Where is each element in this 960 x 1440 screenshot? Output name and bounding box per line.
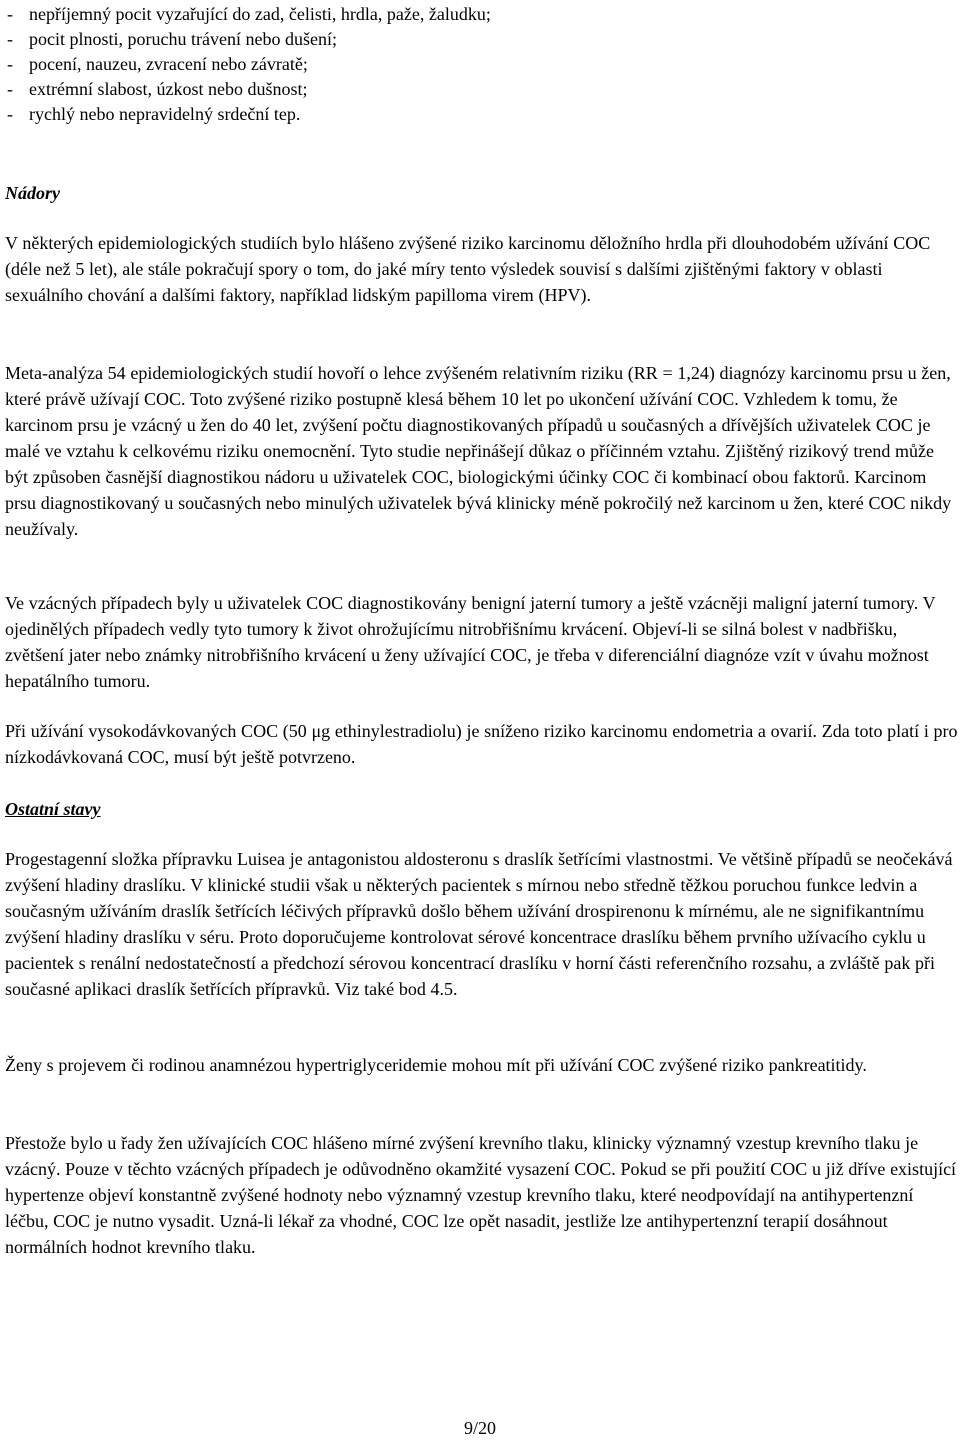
list-item: - rychlý nebo nepravidelný srdeční tep. (7, 104, 301, 124)
list-item-text: rychlý nebo nepravidelný srdeční tep. (29, 104, 301, 124)
list-item: - nepříjemný pocit vyzařující do zad, čelisti, hrdla, paže, žaludku; (7, 4, 491, 24)
section-heading-other: Ostatní stavy (5, 799, 101, 819)
page-number: 9/20 (463, 1418, 496, 1438)
list-item: - pocení, nauzeu, zvracení nebo závratě; (7, 54, 308, 74)
paragraph-cervical-cancer: V některých epidemiologických studiích bylo hlášeno zvýšené riziko karcinomu děložního hrdla při dlouhodobém užívání COC (déle než 5 let), ale stále pokračují spory o tom, do jaké míry tento výsledek souvisí s dalšími zjištěnými faktory v oblasti sexuálního chování a dalšími faktory, například lidským papilloma virem (HPV). (5, 233, 931, 305)
paragraph-blood-pressure: Přestože bylo u řady žen užívajících COC hlášeno mírné zvýšení krevního tlaku, klinicky významný vzestup krevního tlaku je vzácný. Pouze v těchto vzácných případech je odůvodněno okamžité vysazení COC. Pokud se při použití COC u již dříve existující hypertenze objeví konstantně zvýšené hodnoty nebo významný vzestup krevního tlaku, které neodpovídají na antihypertenzní léčbu, COC je nutno vysadit. Uzná-li lékař za vhodné, COC lze opět nasadit, jestliže lze antihypertenzní terapií dosáhnout normálních hodnot krevního tlaku. (5, 1133, 957, 1257)
paragraph-breast-cancer: Meta-analýza 54 epidemiologických studií hovoří o lehce zvýšeném relativním riziku (RR = 1,24) diagnózy karcinomu prsu u žen, které právě užívají COC. Toto zvýšené riziko postupně klesá během 10 let po ukončení užívání COC. Vzhledem k tomu, že karcinom prsu je vzácný u žen do 40 let, zvýšení počtu diagnostikovaných případů u současných a dřívějších uživatelek COC je malé ve vztahu k celkovému riziku onemocnění. Tyto studie nepřinášejí důkaz o příčinném vztahu. Zjištěný rizikový trend může být způsoben časnější diagnostikou nádoru u uživatelek COC, biologickými účinky COC či kombinací obou faktorů. Karcinom prsu diagnostikovaný u současných nebo minulých uživatelek bývá klinicky méně pokročilý než karcinom u žen, které COC nikdy neužívaly. (5, 363, 952, 539)
list-item-text: pocit plnosti, poruchu trávení nebo dušení; (29, 29, 337, 49)
list-item: - extrémní slabost, úzkost nebo dušnost; (7, 79, 308, 99)
list-item: - pocit plnosti, poruchu trávení nebo dušení; (7, 29, 337, 49)
symptom-bullet-list (5, 2, 491, 127)
paragraph-potassium: Progestagenní složka přípravku Luisea je antagonistou aldosteronu s draslík šetřícími vlastnostmi. Ve většině případů se neočekává zvýšení hladiny draslíku. V klinické studii však u některých pacientek s mírnou nebo středně těžkou poruchou funkce ledvin a současným užíváním draslík šetřících léčivých přípravků došlo během užívání drospirenonu k mírnému, ale ne signifikantnímu zvýšení hladiny draslíku v séru. Proto doporučujeme kontrolovat sérové koncentrace draslíku během prvního užívacího cyklu u pacientek s renální nedostatečností a předchozí sérovou koncentrací draslíku v horní části referenčního rozsahu, a zvláště pak při současné aplikaci draslík šetřících přípravků. Viz také bod 4.5. (5, 849, 953, 999)
paragraph-endometrial-cancer: Při užívání vysokodávkovaných COC (50 μg ethinylestradiolu) je sníženo riziko karcinomu endometria a ovarií. Zda toto platí i pro nízkodávkovaná COC, musí být ještě potvrzeno. (5, 721, 958, 767)
section-heading-tumors: Nádory (5, 183, 60, 203)
list-item-text: nepříjemný pocit vyzařující do zad, čelisti, hrdla, paže, žaludku; (29, 4, 491, 24)
list-item-text: extrémní slabost, úzkost nebo dušnost; (29, 79, 308, 99)
paragraph-liver-tumors: Ve vzácných případech byly u uživatelek COC diagnostikovány benigní jaterní tumory a ještě vzácněji maligní jaterní tumory. V ojedinělých případech vedly tyto tumory k život ohrožujícímu nitrobřišnímu krvácení. Objeví-li se silná bolest v nadbřišku, zvětšení jater nebo známky nitrobřišního krvácení u ženy užívající COC, je třeba v diferenciální diagnóze vzít v úvahu možnost hepatálního tumoru. (5, 593, 936, 691)
paragraph-pancreatitis: Ženy s projevem či rodinou anamnézou hypertriglyceridemie mohou mít při užívání COC zvýšené riziko pankreatitidy. (5, 1055, 867, 1075)
list-item-text: pocení, nauzeu, zvracení nebo závratě; (29, 54, 308, 74)
